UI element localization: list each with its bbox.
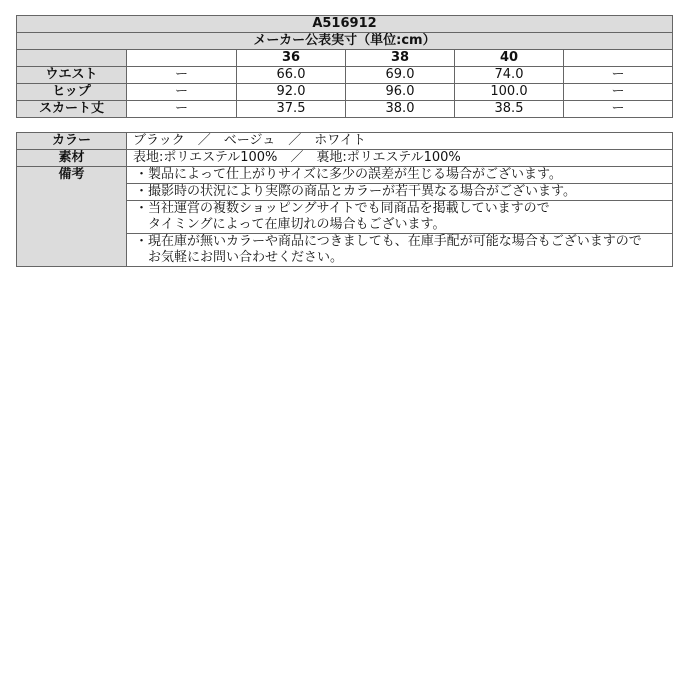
product-info-table [16,132,673,267]
size-value: 74.0 [455,67,564,84]
row-label: スカート丈 [17,101,127,118]
size-header-row [17,50,673,67]
size-header: 38 [346,50,455,67]
color-row [17,133,673,150]
note-line: タイミングによって在庫切れの場合もございます。 [135,217,446,232]
note-item [127,234,673,267]
note-line: お気軽にお問い合わせください。 [135,250,344,265]
note-item [127,167,673,184]
color-value: ブラック ／ ベージュ ／ ホワイト [127,133,673,150]
size-value: 100.0 [455,84,564,101]
size-value: 38.5 [455,101,564,118]
note-line: ・製品によって仕上がりサイズに多少の誤差が生じる場合がございます。 [135,167,562,182]
table-row [17,84,673,101]
note-row [17,167,673,184]
notes-label: 備考 [17,167,127,267]
size-table-caption: メーカー公表実寸（単位:cm） [17,33,673,50]
table-row [17,101,673,118]
note-line: ・現在庫が無いカラーや商品につきましても、在庫手配が可能な場合もございますので [135,234,642,249]
color-label: カラー [17,133,127,150]
size-value: ー [564,67,673,84]
size-value: 37.5 [237,101,346,118]
material-value: 表地:ポリエステル100% ／ 裏地:ポリエステル100% [127,150,673,167]
size-value: 66.0 [237,67,346,84]
note-item [127,201,673,234]
size-value: ー [127,84,237,101]
size-value: ー [564,84,673,101]
size-header [564,50,673,67]
size-header: 40 [455,50,564,67]
material-row [17,150,673,167]
size-header: 36 [237,50,346,67]
note-item [127,184,673,201]
size-header [127,50,237,67]
size-value: 96.0 [346,84,455,101]
material-label: 素材 [17,150,127,167]
row-label: ヒップ [17,84,127,101]
product-code: A516912 [17,16,673,33]
size-table [16,15,673,118]
size-value: 38.0 [346,101,455,118]
table-row [17,67,673,84]
size-value: ー [127,67,237,84]
size-value: 69.0 [346,67,455,84]
note-line: ・撮影時の状況により実際の商品とカラーが若干異なる場合がございます。 [135,184,576,199]
row-label: ウエスト [17,67,127,84]
size-header-corner [17,50,127,67]
size-value: ー [127,101,237,118]
size-value: 92.0 [237,84,346,101]
note-line: ・当社運営の複数ショッピングサイトでも同商品を掲載していますので [135,201,550,216]
size-value: ー [564,101,673,118]
